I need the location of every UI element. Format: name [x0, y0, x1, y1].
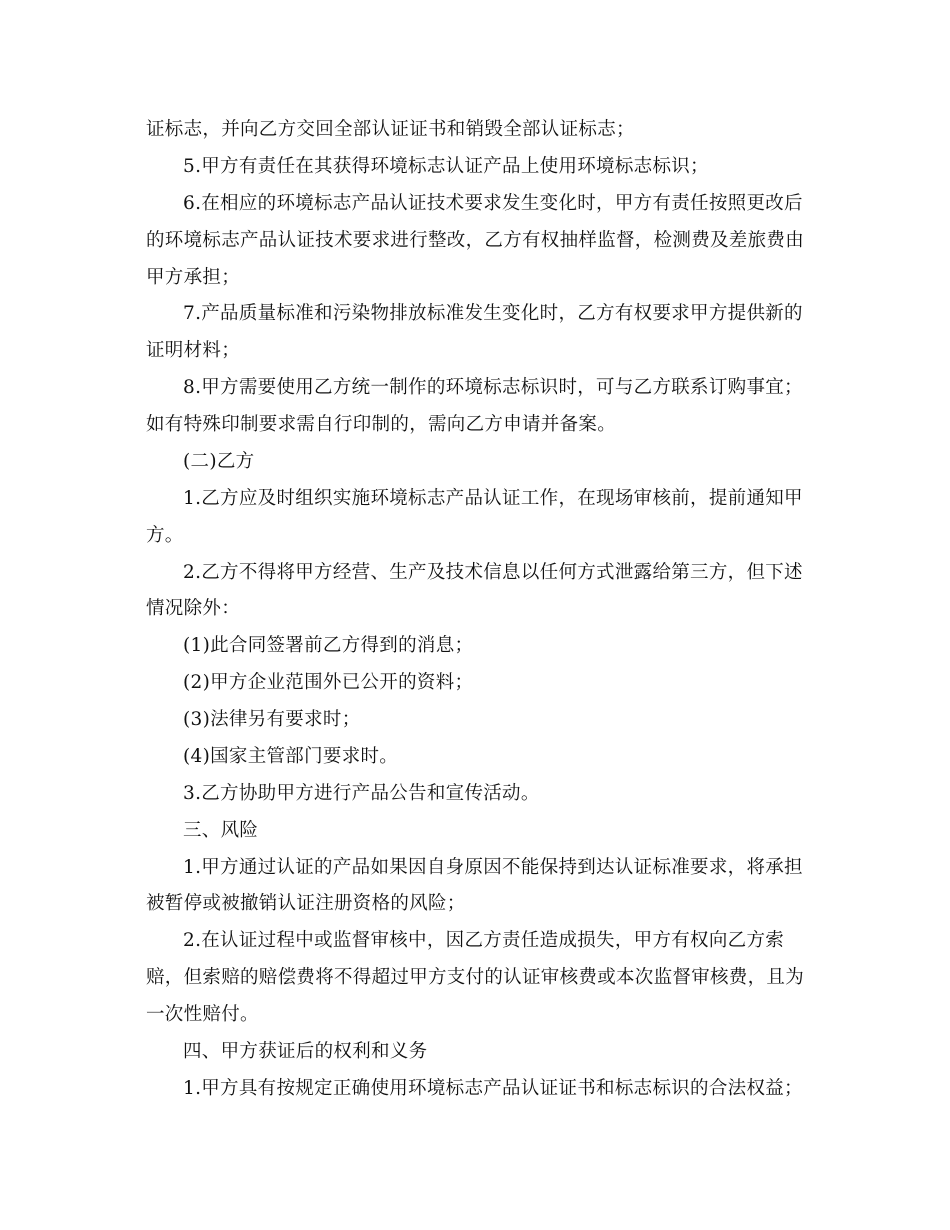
text-line: 1.乙方应及时组织实施环境标志产品认证工作，在现场审核前，提前通知甲 — [183, 488, 803, 509]
text-line: 6.在相应的环境标志产品认证技术要求发生变化时，甲方有责任按照更改后 — [183, 193, 803, 214]
text-line: 1.甲方通过认证的产品如果因自身原因不能保持到达认证标准要求，将承担 — [183, 857, 803, 878]
text-line: 方。 — [146, 525, 184, 546]
text-line: (4)国家主管部门要求时。 — [183, 746, 399, 767]
text-line: 1.甲方具有按规定正确使用环境标志产品认证证书和标志标识的合法权益； — [183, 1078, 803, 1099]
text-line: 的环境标志产品认证技术要求进行整改，乙方有权抽样监督，检测费及差旅费由 — [146, 230, 805, 251]
text-line: 甲方承担； — [146, 267, 241, 288]
text-line: 证明材料； — [146, 340, 241, 361]
text-line: 被暂停或被撤销认证注册资格的风险； — [146, 893, 466, 914]
section-heading: (二)乙方 — [183, 451, 255, 472]
section-heading: 三、风险 — [183, 820, 259, 841]
section-heading: 四、甲方获证后的权利和义务 — [183, 1041, 428, 1062]
text-line: 2.在认证过程中或监督审核中，因乙方责任造成损失，甲方有权向乙方索 — [183, 930, 785, 951]
text-line: 7.产品质量标准和污染物排放标准发生变化时，乙方有权要求甲方提供新的 — [183, 303, 803, 324]
text-line: 5.甲方有责任在其获得环境标志认证产品上使用环境标志标识； — [183, 156, 709, 177]
text-line: 如有特殊印制要求需自行印制的，需向乙方申请并备案。 — [146, 414, 617, 435]
text-line: 8.甲方需要使用乙方统一制作的环境标志标识时，可与乙方联系订购事宜； — [183, 377, 803, 398]
text-line: 情况除外： — [146, 598, 241, 619]
text-line: 证标志，并向乙方交回全部认证证书和销毁全部认证标志； — [146, 119, 635, 140]
text-line: (1)此合同签署前乙方得到的消息； — [183, 635, 474, 656]
text-line: 赔，但索赔的赔偿费将不得超过甲方支付的认证审核费或本次监督审核费，且为 — [146, 967, 805, 988]
text-line: 2.乙方不得将甲方经营、生产及技术信息以任何方式泄露给第三方，但下述 — [183, 562, 803, 583]
text-line: 一次性赔付。 — [146, 1004, 259, 1025]
text-line: (3)法律另有要求时； — [183, 709, 361, 730]
text-line: 3.乙方协助甲方进行产品公告和宣传活动。 — [183, 783, 540, 804]
text-line: (2)甲方企业范围外已公开的资料； — [183, 672, 474, 693]
